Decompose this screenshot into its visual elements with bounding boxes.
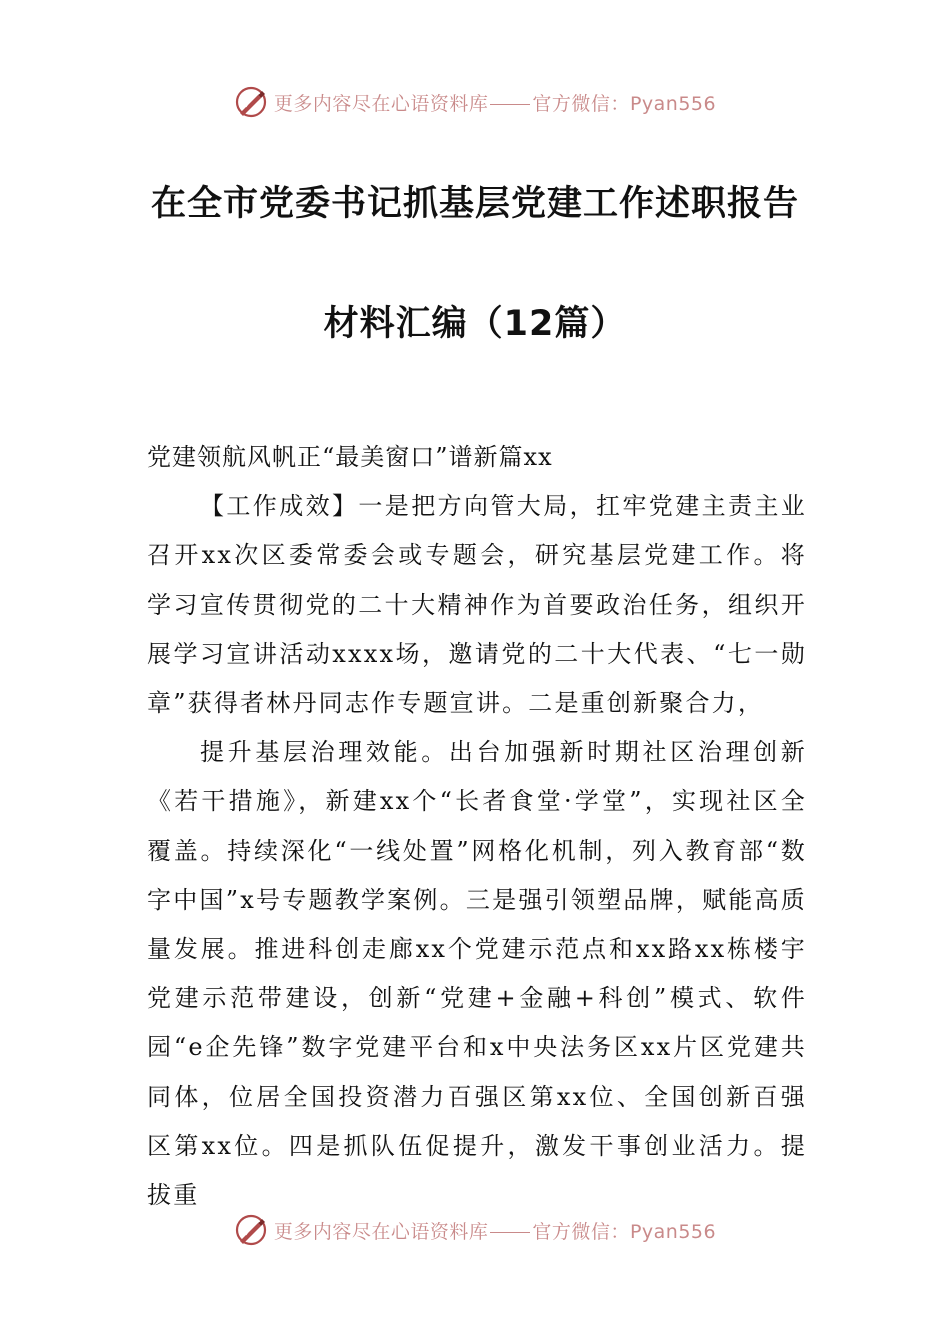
section-heading: 党建领航风帆正“最美窗口”谱新篇xx xyxy=(147,443,553,471)
watermark-id: Pyan556 xyxy=(629,1220,717,1243)
paragraph-2: 提升基层治理效能。出台加强新时期社区治理创新《若干措施》，新建xx个“长者食堂·学堂”，实现社区全覆盖。持续深化“一线处置”网格化机制，列入教育部“数字中国”x号专题教学案例。三是强引领塑品牌，赋能高质量发展。推进科创走廊xx个党建示范点和xx路xx栋楼宇党建示范带建设，创新“党建+金融+科创”模式、软件园“e企先锋”数字党建平台和x中央法务区xx片区党建共同体，位居全国投资潜力百强区第xx位、全国创新百强区第xx位。四是抓队伍促提升，激发干事创业活力。提拔重 xyxy=(147,738,807,1210)
pen-logo-icon xyxy=(234,1213,268,1247)
paragraph-1: 【工作成效】一是把方向管大局，扛牢党建主责主业召开xx次区委常委会或专题会，研究基层党建工作。将学习宣传贯彻党的二十大精神作为首要政治任务，组织开展学习宣讲活动xxxx场，邀请党的二十大代表、“七一勋章”获得者林丹同志作专题宣讲。二是重创新聚合力， xyxy=(147,492,807,718)
watermark-id: Pyan556 xyxy=(629,92,717,115)
watermark-mid: 官方微信： xyxy=(532,1220,630,1243)
page-title-line-2: 材料汇编（12篇） xyxy=(323,304,627,344)
pen-logo-icon xyxy=(234,85,268,119)
footer-watermark xyxy=(0,1210,950,1250)
watermark-dash xyxy=(490,1232,530,1233)
watermark-cn: 更多内容尽在心语资料库 xyxy=(273,1220,489,1243)
document-body xyxy=(147,433,807,1220)
watermark-text xyxy=(274,1217,716,1244)
header-watermark xyxy=(0,82,950,122)
watermark-text xyxy=(274,89,716,116)
page-title-line-1: 在全市党委书记抓基层党建工作述职报告 xyxy=(150,184,799,224)
watermark-dash xyxy=(490,104,530,105)
watermark-mid: 官方微信： xyxy=(532,92,630,115)
watermark-cn: 更多内容尽在心语资料库 xyxy=(273,92,489,115)
